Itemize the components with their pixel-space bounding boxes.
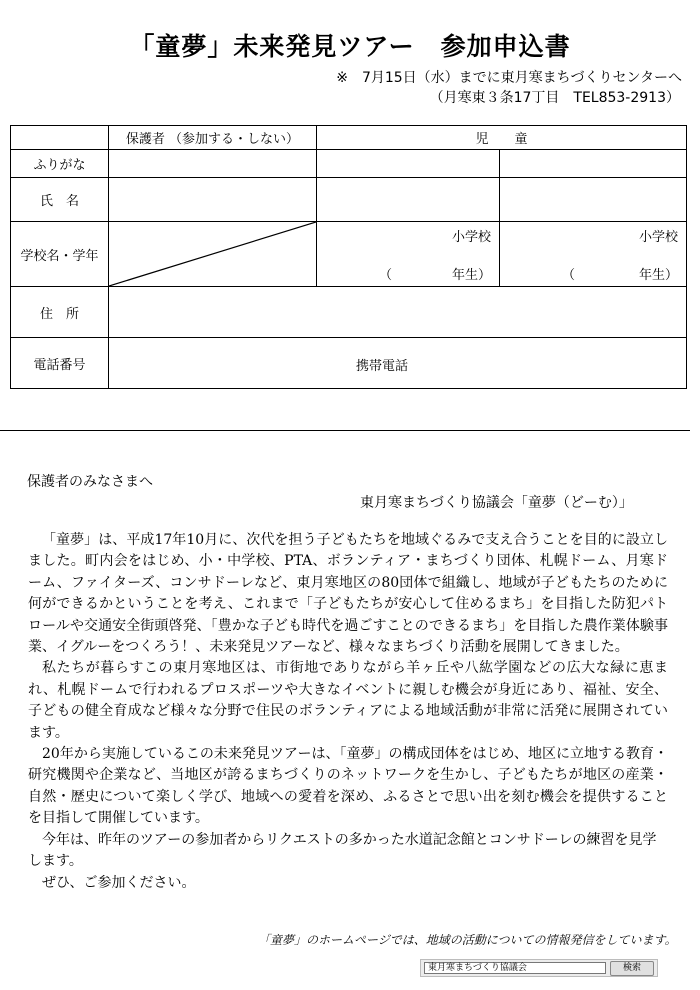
corner-cell: [11, 126, 109, 150]
paragraph: 20年から実施しているこの未来発見ツアーは、「童夢」の構成団体をはじめ、地区に立地する教育・研究機関や企業など、当地区が誇るまちづくりのネットワークを生かし、子どもたちが地区の産業・自然・歴史について楽しく学び、地域への愛着を深め、ふるさとで思い出を刻む機会を提供することを目指して開催しています。: [28, 746, 668, 827]
deadline-note: ※ 7月15日（水）までに東月寒まちづくりセンターへ: [336, 70, 682, 86]
child1-name-field[interactable]: [317, 178, 500, 222]
diagonal-slash: [109, 222, 316, 286]
phone-field[interactable]: [109, 338, 687, 389]
school-label: 学校名・学年: [11, 222, 109, 287]
grade-suffix-label: 年生）: [451, 268, 491, 283]
guardian-name-field[interactable]: [109, 178, 317, 222]
child2-school-field[interactable]: [500, 222, 687, 287]
guardian-school-na-cell: [109, 222, 317, 287]
paragraph: 私たちが暮らすこの東月寒地区は、市街地でありながら羊ヶ丘や八紘学園などの広大な緑に恵まれ、札幌ドームで行われるプロスポーツや大きなイベントに親しむ機会が身近にあり、福祉、安全、子どもの健全育成など様々な分野で住民のボランティアによる地域活動が非常に活発に展開されています。: [28, 660, 668, 741]
cut-line-divider: [0, 430, 690, 431]
letter-greeting: 保護者のみなさまへ: [27, 474, 153, 490]
homepage-note: 「童夢」のホームページでは、地域の活動についての情報発信をしています。: [258, 933, 677, 947]
name-row: [11, 178, 687, 222]
grade-suffix-label: 年生）: [639, 268, 679, 283]
mobile-phone-label: 携帯電話: [356, 359, 409, 374]
search-bar: [420, 959, 658, 977]
child2-name-field[interactable]: [500, 178, 687, 222]
search-input[interactable]: 東月寒まちづくり協議会: [424, 962, 606, 974]
phone-row: [11, 338, 687, 389]
grade-open-paren: （: [562, 268, 576, 283]
child-header: 児 童: [317, 126, 687, 150]
grade-open-paren: （: [379, 268, 393, 283]
guardian-furigana-field[interactable]: [109, 150, 317, 178]
search-button[interactable]: 検索: [610, 961, 654, 976]
page-title: 「童夢」未来発見ツアー 参加申込書: [129, 32, 571, 61]
letter-body: [28, 530, 668, 894]
child1-furigana-field[interactable]: [317, 150, 500, 178]
child1-school-field[interactable]: [317, 222, 500, 287]
paragraph: 今年は、昨年のツアーの参加者からリクエストの多かった水道記念館とコンサドーレの練習を見学します。: [28, 831, 657, 870]
child2-furigana-field[interactable]: [500, 150, 687, 178]
school-suffix-label: 小学校: [451, 230, 491, 245]
phone-label: 電話番号: [11, 338, 109, 389]
address-label: 住 所: [11, 287, 109, 338]
school-row: [11, 222, 687, 287]
furigana-row: [11, 150, 687, 178]
application-form-table: [10, 125, 687, 389]
name-label: 氏 名: [11, 178, 109, 222]
letter-organization: 東月寒まちづくり協議会「童夢（どーむ）」: [360, 495, 633, 511]
paragraph: 「童夢」は、平成17年10月に、次代を担う子どもたちを地域ぐるみで支え合うことを目的に設立しました。町内会をはじめ、小・中学校、PTA、ボランティア・まちづくり団体、札幌ドーム、月寒ドーム、ファイターズ、コンサドーレなど、東月寒地区の80団体で組織し、地域が子どもたちのために何ができるかということを考え、これまで「子どもたちが安心して住めるまち」を目指した防犯パトロールや交通安全街頭啓発、「豊かな子ども時代を過ごすことのできるまち」を目指した農作業体験事業、イグルーをつくろう！、未来発見ツアーなど、様々なまちづくり活動を展開してきました。: [28, 532, 668, 656]
guardian-header: 保護者 （参加する・しない）: [109, 126, 317, 150]
address-field[interactable]: [109, 287, 687, 338]
address-row: [11, 287, 687, 338]
address-note: （月寒東３条17丁目 TEL853-2913）: [429, 90, 680, 106]
school-suffix-label: 小学校: [639, 230, 679, 245]
form-header-row: [11, 126, 687, 150]
furigana-label: ふりがな: [11, 150, 109, 178]
paragraph: ぜひ、ご参加ください。: [42, 874, 196, 891]
